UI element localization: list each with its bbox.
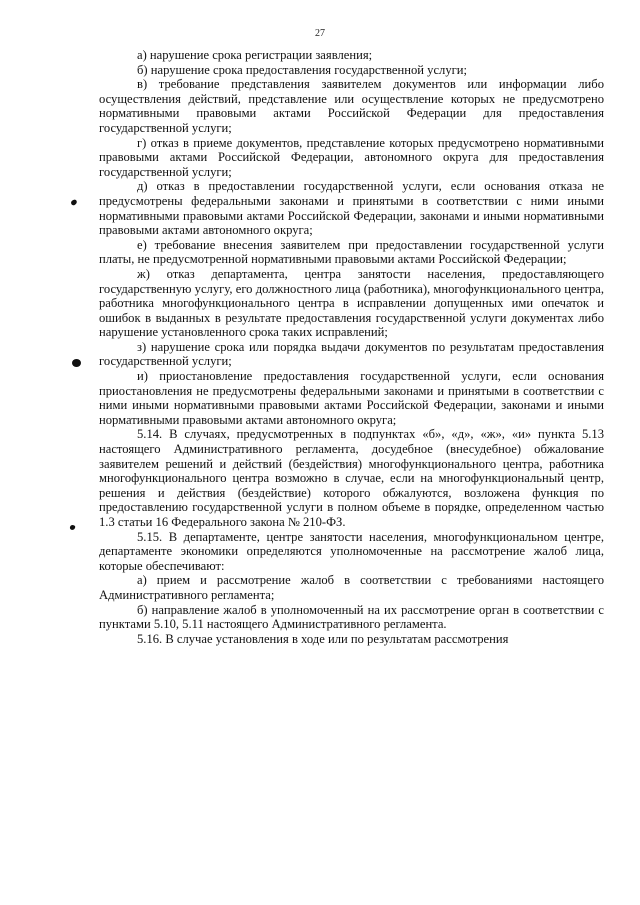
paragraph: и) приостановление предоставления государственной услуги, если основания приостановления не предусмотрены федеральными законами и принятыми в соответствии с ними иными нормативными правовыми актами Российской Федерации, законами и иными нормативными правовыми актами автономного округа;: [99, 369, 604, 427]
paragraph: д) отказ в предоставлении государственной услуги, если основания отказа не предусмотрены федеральными законами и принятыми в соответствии с ними иными нормативными правовыми актами Российской Федерации, законами и иными нормативными правовыми актами автономного округа;: [99, 179, 604, 238]
paragraph: ж) отказ департамента, центра занятости населения, предоставляющего государственную услугу, его должностного лица (работника), многофункционального центра, работника многофункционального центра в исправлении допущенных ими опечаток и ошибок в выданных в результате предоставления государственной услуги документах либо нарушение установленного срока таких исправлений;: [99, 266, 604, 340]
paragraph: 5.15. В департаменте, центре занятости населения, многофункциональном центре, департаменте экономики определяются уполномоченные на рассмотрение жалоб лица, которые обеспечивают:: [99, 529, 604, 573]
paragraph: 5.14. В случаях, предусмотренных в подпунктах «б», «д», «ж», «и» пункта 5.13 настоящего Административного регламента, досудебное (внесудебное) обжалование заявителем решений и действий (бездействия) многофункционального центра, работника многофункционального центра возможно в случае, если на многофункциональный центр, решения и действия (бездействие) которого обжалуются, возложена функция по предоставлению государственной услуги в полном объеме в порядке, определенном частью 1.3 статьи 16 Федерального закона № 210-ФЗ.: [99, 427, 604, 529]
paragraph: б) направление жалоб в уполномоченный на их рассмотрение орган в соответствии с пунктами 5.10, 5.11 настоящего Административного регламента.: [99, 602, 604, 632]
document-body: [99, 48, 604, 646]
paragraph: з) нарушение срока или порядка выдачи документов по результатам предоставления государственной услуги;: [99, 339, 604, 369]
scan-mark: [69, 524, 75, 530]
paragraph: в) требование представления заявителем документов или информации либо осуществления действий, представление или осуществление которых не предусмотрено нормативными правовыми актами Российской Федерации для предоставления государственной услуги;: [99, 77, 604, 135]
page-number: 27: [315, 28, 325, 39]
scan-mark: [70, 199, 78, 206]
paragraph: б) нарушение срока предоставления государственной услуги;: [137, 62, 468, 77]
scan-mark: [72, 359, 81, 367]
paragraph: а) прием и рассмотрение жалоб в соответствии с требованиями настоящего Административного регламента;: [99, 573, 604, 602]
paragraph: е) требование внесения заявителем при предоставлении государственной услуги платы, не предусмотренной нормативными правовыми актами Российской Федерации;: [99, 237, 604, 267]
paragraph: а) нарушение срока регистрации заявления;: [137, 48, 373, 62]
paragraph: г) отказ в приеме документов, представление которых предусмотрено нормативными правовыми актами Российской Федерации, автономного округа для предоставления государственной услуги;: [99, 135, 604, 179]
paragraph: 5.16. В случае установления в ходе или по результатам рассмотрения: [137, 631, 509, 646]
